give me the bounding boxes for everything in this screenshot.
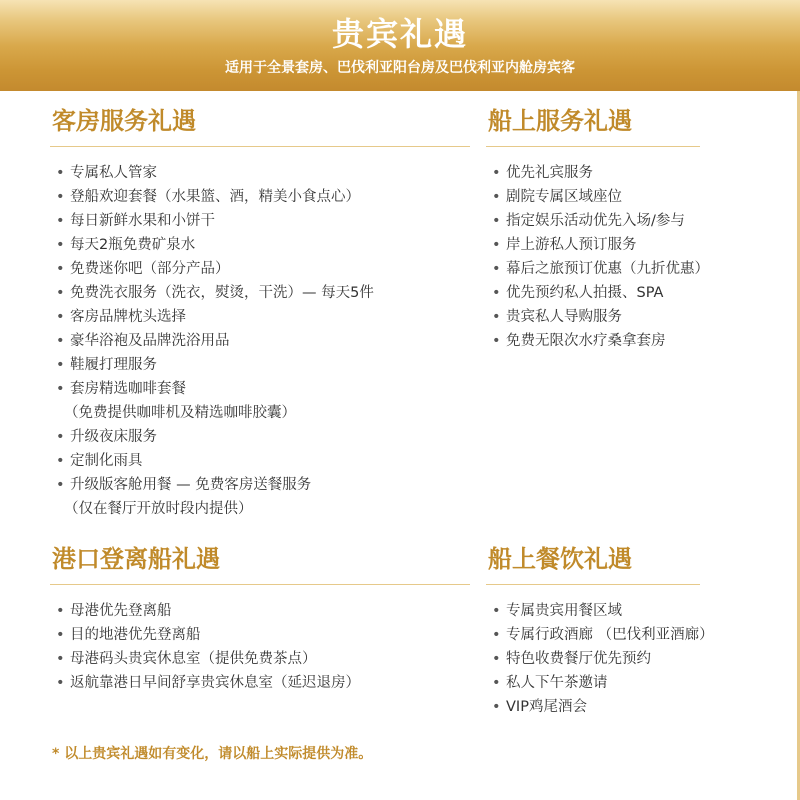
list-item: • 套房精选咖啡套餐 (50, 377, 470, 401)
list-item: • 剧院专属区域座位 (486, 185, 700, 209)
section-room-service (50, 106, 470, 521)
list-item: • 指定娱乐活动优先入场/参与 (486, 209, 700, 233)
section-title-onboard-service: 船上服务礼遇 (488, 107, 632, 135)
list-item: • 母港码头贵宾休息室（提供免费茶点） (50, 647, 470, 671)
list-item: • 私人下午茶邀请 (486, 671, 700, 695)
list-item: • 客房品牌枕头选择 (50, 305, 470, 329)
list-item: • 免费无限次水疗桑拿套房 (486, 329, 700, 353)
list-item: • 每日新鲜水果和小饼干 (50, 209, 470, 233)
port-service-list (50, 599, 470, 695)
section-title-port-service: 港口登离船礼遇 (52, 545, 220, 573)
onboard-service-list (486, 161, 709, 353)
list-item: • 免费洗衣服务（洗衣，熨烫，干洗）— 每天5件 (50, 281, 470, 305)
list-item: • 定制化雨具 (50, 449, 470, 473)
header-banner (0, 0, 800, 91)
list-item: • 专属行政酒廊 （巴伐利亚酒廊） (486, 623, 700, 647)
section-divider (50, 584, 470, 585)
list-item-continuation: （仅在餐厅开放时段内提供） (64, 501, 253, 517)
list-item-continuation: （免费提供咖啡机及精选咖啡胶囊） (64, 405, 296, 421)
list-item: • 专属私人管家 (50, 161, 470, 185)
list-item: • VIP鸡尾酒会 (486, 695, 700, 719)
section-divider (50, 146, 470, 147)
list-item: • 鞋履打理服务 (50, 353, 470, 377)
list-item: • 贵宾私人导购服务 (486, 305, 700, 329)
section-title-room-service: 客房服务礼遇 (52, 107, 196, 135)
list-item: • 升级夜床服务 (50, 425, 470, 449)
section-title-dining-service: 船上餐饮礼遇 (488, 545, 632, 573)
section-port-service (50, 544, 470, 695)
list-item: • 幕后之旅预订优惠（九折优惠） (486, 257, 700, 281)
list-item: • 岸上游私人预订服务 (486, 233, 700, 257)
list-item: • 母港优先登离船 (50, 599, 470, 623)
list-item: • 优先礼宾服务 (486, 161, 700, 185)
list-item: • 每天2瓶免费矿泉水 (50, 233, 470, 257)
list-item: • 免费迷你吧（部分产品） (50, 257, 470, 281)
list-item: • 专属贵宾用餐区域 (486, 599, 700, 623)
list-item: • 返航靠港日早间舒享贵宾休息室（延迟退房） (50, 671, 470, 695)
list-item: • 目的地港优先登离船 (50, 623, 470, 647)
list-item: • 升级版客舱用餐 — 免费客房送餐服务 (50, 473, 470, 497)
list-item: • 登船欢迎套餐（水果篮、酒，精美小食点心） (50, 185, 470, 209)
page-subtitle: 适用于全景套房、巴伐利亚阳台房及巴伐利亚内舱房宾客 (225, 60, 575, 76)
dining-service-list (486, 599, 714, 719)
list-item: • 优先预约私人拍摄、SPA (486, 281, 700, 305)
page-title: 贵宾礼遇 (331, 15, 468, 53)
room-service-list (50, 161, 470, 521)
list-item: • 豪华浴袍及品牌洗浴用品 (50, 329, 470, 353)
section-divider (486, 584, 700, 585)
section-divider (486, 146, 700, 147)
section-dining-service (486, 544, 714, 719)
footnote: * 以上贵宾礼遇如有变化，请以船上实际提供为准。 (52, 746, 373, 762)
list-item: • 特色收费餐厅优先预约 (486, 647, 700, 671)
section-onboard-service (486, 106, 709, 353)
